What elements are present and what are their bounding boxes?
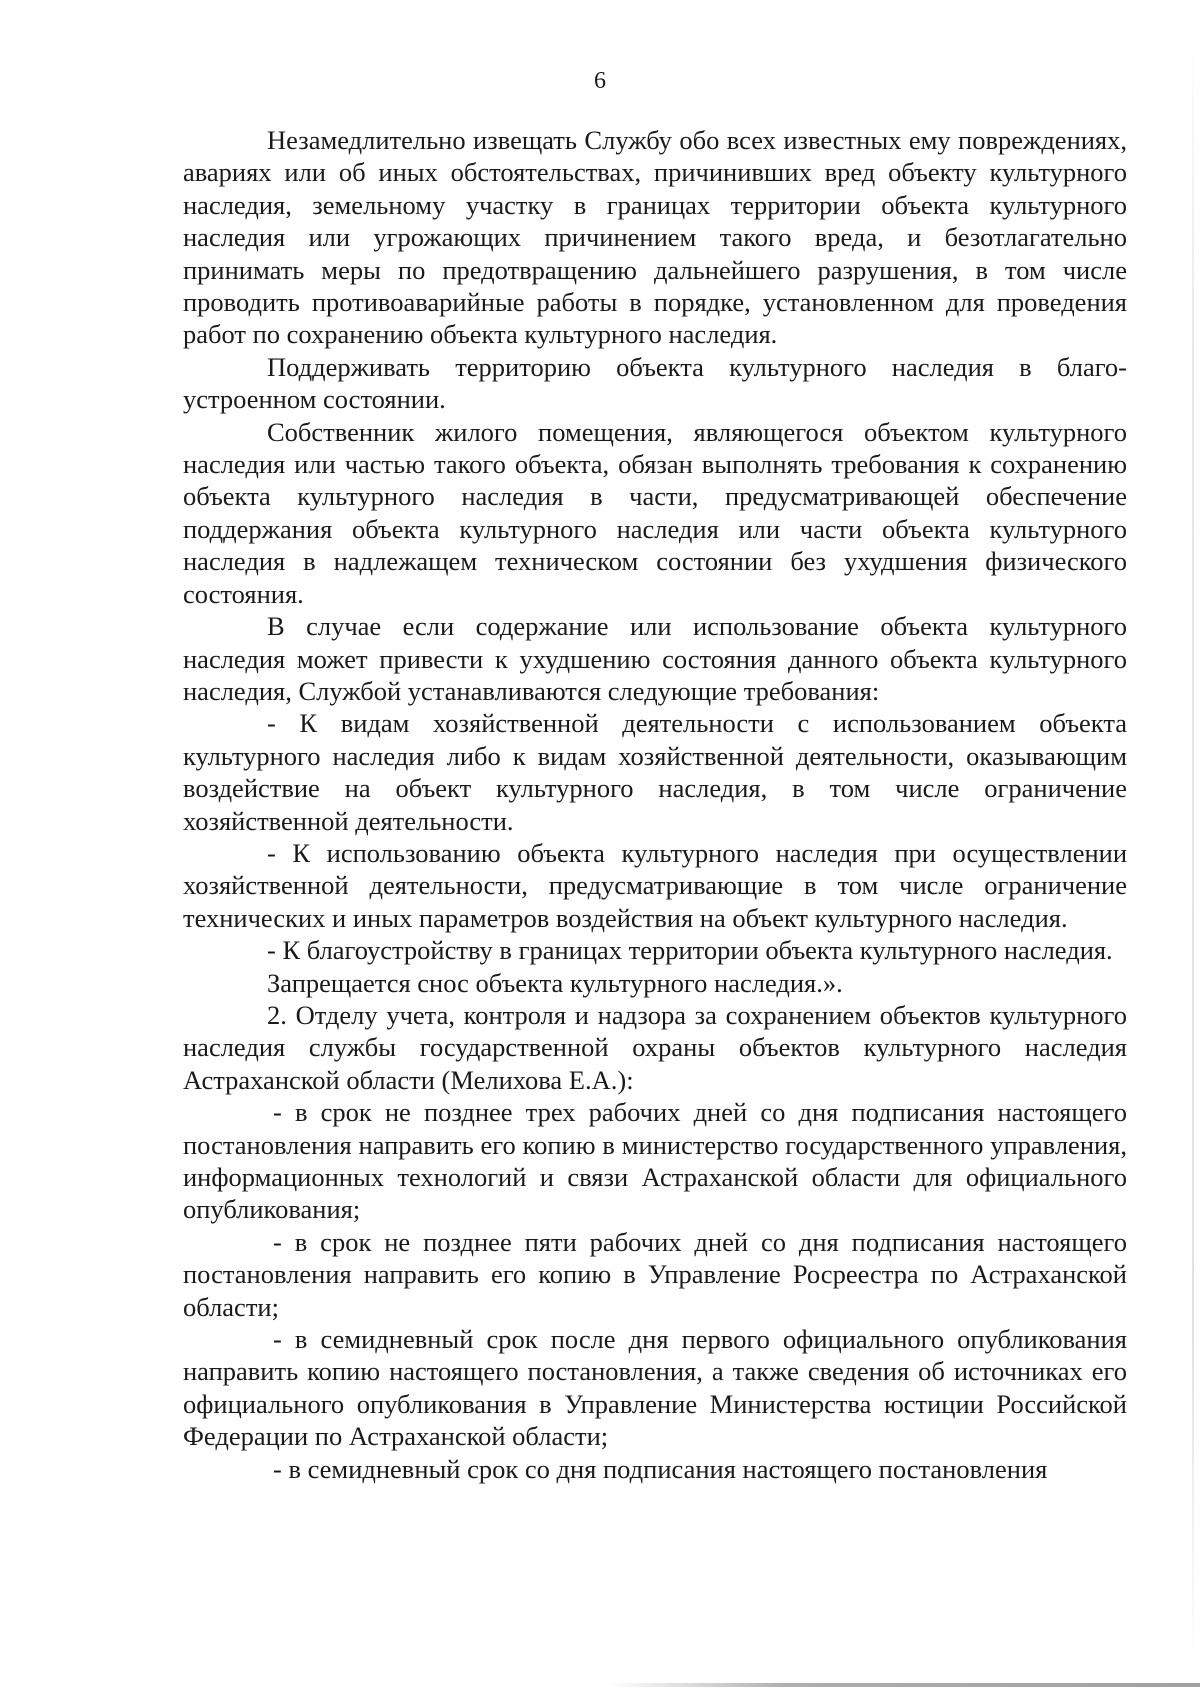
paragraph-maintain-territory: Поддерживать территорию объекта культурного наследия в благоустроенном состоянии. — [183, 351, 1127, 415]
paragraph-object-usage: - К использованию объекта культурного наследия при осуществлении хозяйственной деятельности, предусматривающие в том числе ограничение технических и иных параметров воздействия на объект культурного наследия. — [183, 837, 1127, 933]
document-body — [183, 124, 1127, 1485]
page-number: 6 — [594, 68, 606, 94]
paragraph-department-order: 2. Отделу учета, контроля и надзора за сохранением объектов культурного наследия службы государственной охраны объектов культурного наследия Астраханской области (Мелихова Е.А.): — [183, 999, 1127, 1095]
paragraph-seven-day: - в семидневный срок со дня подписания настоящего постановления — [273, 1453, 1048, 1484]
paragraph-requirements-intro: В случае если содержание или использование объекта культурного наследия может привести к ухудшению состояния данного объекта культурного наследия, Службой устанавливаются следующие требования: — [183, 611, 1127, 706]
paragraph-landscaping: - К благоустройству в границах территории объекта культурного наследия. — [267, 935, 1113, 966]
paragraph-send-ministry: - в срок не позднее трех рабочих дней со дня подписания настоящего постановления направить его копию в министерство государственного управления, информационных технологий и связи Астраханской области для официального опубликования; — [183, 1097, 1127, 1225]
paragraph-owner-obligations: Собственник жилого помещения, являющегося объектом культурного наследия или частью такого объекта, обязан выполнять требования к сохранению объекта культурного наследия в части, предусматривающей обеспечение поддержания объекта культурного наследия или части объекта культурного наследия в надлежащем техническом состоянии без ухудшения физического состояния. — [183, 416, 1127, 609]
paragraph-economic-activity: - К видам хозяйственной деятельности с использованием объекта культурного наследия либо к видам хозяйственной деятельности, оказывающим воздействие на объект культурного наследия, в том числе ограничение хозяйственной деятельности. — [183, 708, 1127, 836]
paragraph-demolition-ban: Запрещается снос объекта культурного наследия.». — [267, 967, 843, 998]
paragraph-send-justice: - в семидневный срок после дня первого официального опубликования направить копию настоящего постановления, а также сведения об источниках его официального опубликования в Управление Министерства юстиции Российской Федерации по Астраханской области; — [183, 1324, 1127, 1452]
scan-bottom-shadow — [610, 1683, 1200, 1687]
paragraph-notify-service: Незамедлительно извещать Службу обо всех известных ему повреждениях, авариях или об иных обстоятельствах, причинивших вред объекту культурного наследия, земельному участку в границах территории объекта культурного наследия или угрожающих причинением такого вреда, и безотлагательно принимать меры по предотвращению дальнейшего разрушения, в том числе проводить противоаварийные работы в порядке, установленном для проведения работ по сохранению объекта культурного наследия. — [183, 125, 1127, 350]
scan-edge-shadow — [1192, 30, 1194, 1670]
paragraph-send-rosreestr: - в срок не позднее пяти рабочих дней со дня подписания настоящего постановления направить его копию в Управление Росреестра по Астраханской области; — [183, 1226, 1127, 1322]
